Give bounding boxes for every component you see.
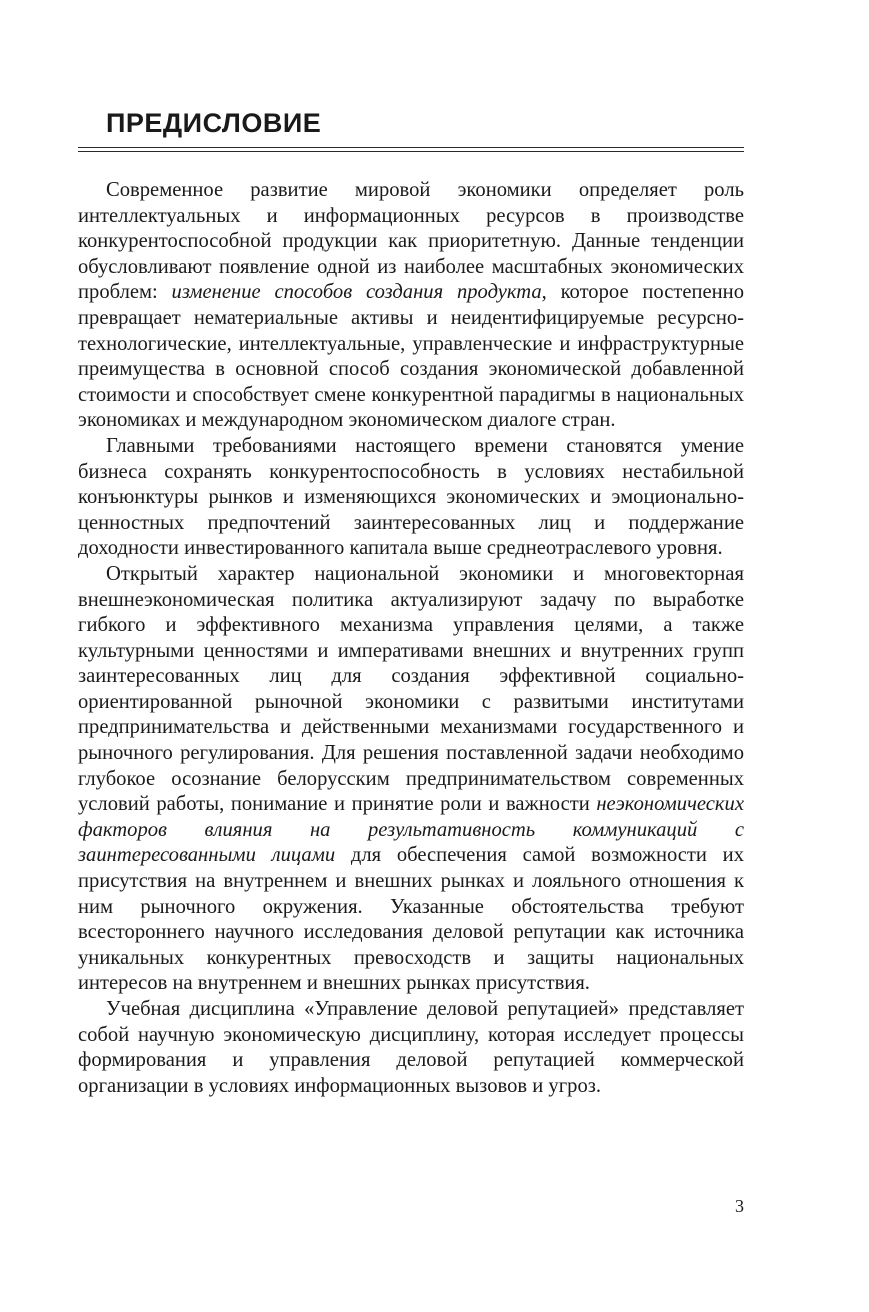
paragraph-1: Современное развитие мировой экономики определяет роль интеллектуальных и информационных ресурсов в производстве конкурентоспособной продукции как приоритетную. Данные тенденции обусловливают появление одной из наиболее масштабных экономических проблем: изменение способов создания продукта, которое постепенно превращает нематериальные активы и неидентифицируемые ресурсно-технологические, интеллектуальные, управленческие и инфраструктурные преимущества в основной способ создания экономической добавленной стоимости и способствует смене конкурентной парадигмы в национальных экономиках и международном экономическом диалоге стран. bbox=[78, 179, 744, 432]
heading-rule-bottom bbox=[78, 151, 744, 152]
emphasis-text: изменение способов создания продукта bbox=[171, 281, 542, 304]
page-number: 3 bbox=[735, 1196, 744, 1216]
paragraph-3: Открытый характер национальной экономики и многовекторная внешнеэкономическая политика актуализируют задачу по выработке гибкого и эффективного механизма управления целями, а также культурными ценностями и императивами внешних и внутренних групп заинтересованных лиц для создания эффективной социально-ориентированной рыночной экономики с развитыми институтами предпринимательства и действенными механизмами государственного и рыночного регулирования. Для решения поставленной задачи необходимо глубокое осознание белорусским предпринимательством современных условий работы, понимание и принятие роли и важности неэкономических факторов влияния на результативность коммуникаций с заинтересованными лицами для обеспечения самой возможности их присутствия на внутреннем и внешних рынках и лояльного отношения к ним рыночного окружения. Указанные обстоятельства требуют всестороннего научного исследования деловой репутации как источника уникальных конкурентных превосходств и защиты национальных интересов на внутреннем и внешних рынках присутствия. bbox=[78, 562, 745, 995]
heading-rule-top bbox=[78, 147, 744, 148]
paragraph-2: Главными требованиями настоящего времени становятся умение бизнеса сохранять конкурентоспособность в условиях нестабильной конъюнктуры рынков и изменяющихся экономических и эмоционально-ценностных предпочтений заинтересованных лиц и поддержание доходности инвестированного капитала выше среднеотраслевого уровня. bbox=[78, 434, 744, 560]
paragraph-4: Учебная дисциплина «Управление деловой репутацией» представляет собой научную экономическую дисциплину, которая исследует процессы формирования и управления деловой репутацией коммерческой организации в условиях информационных вызовов и угроз. bbox=[78, 998, 744, 1097]
body-text bbox=[78, 178, 744, 1099]
chapter-heading: ПРЕДИСЛОВИЕ bbox=[106, 108, 322, 138]
book-page bbox=[78, 0, 744, 1312]
emphasis-text: неэкономических факторов влияния на результативность коммуникаций с заинтересованными лицами bbox=[78, 793, 744, 867]
